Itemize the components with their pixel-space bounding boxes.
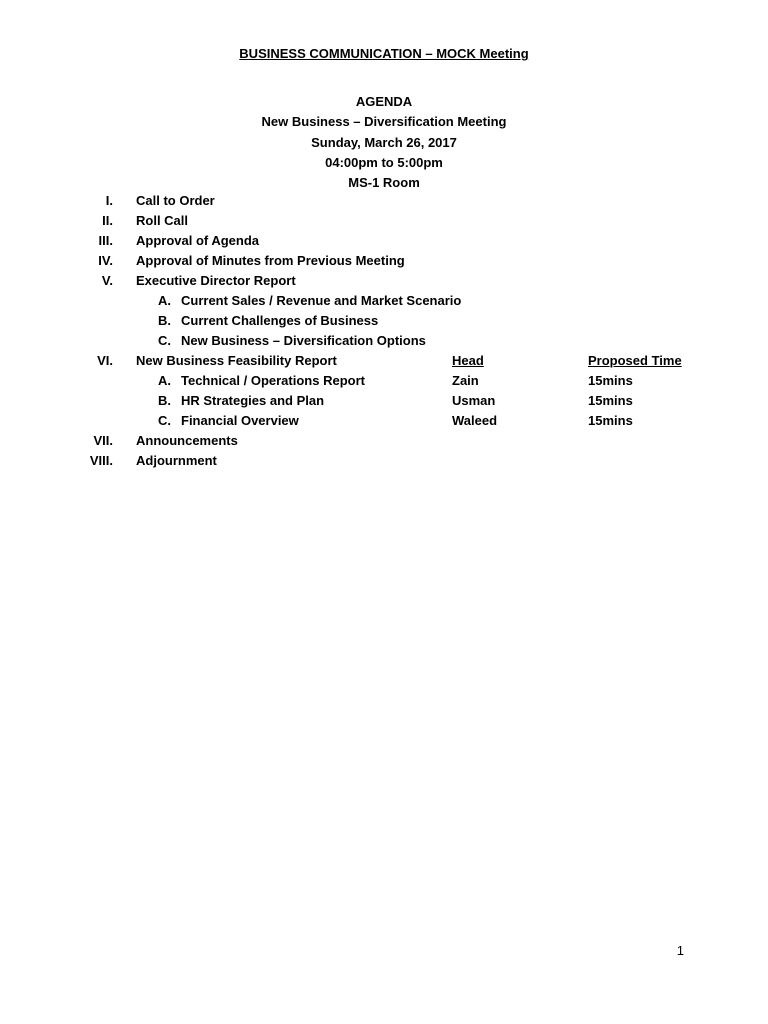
agenda-subitem-label: Current Challenges of Business (181, 313, 379, 328)
meeting-date: Sunday, March 26, 2017 (311, 134, 457, 150)
agenda-item (0, 451, 768, 471)
document-title: BUSINESS COMMUNICATION – MOCK Meeting (239, 46, 529, 61)
agenda-subitem (0, 391, 768, 411)
agenda-subitem-letter: B. (158, 313, 171, 328)
agenda-item-numeral: VII. (93, 433, 113, 448)
agenda-subitem (0, 331, 768, 351)
agenda-subitem-head: Zain (452, 373, 479, 388)
agenda-subitem-label: HR Strategies and Plan (181, 393, 325, 408)
agenda-subitem (0, 371, 768, 391)
agenda-item-label: Executive Director Report (136, 273, 296, 288)
agenda-subitem-time: 15mins (588, 373, 633, 388)
agenda-item-label: New Business Feasibility Report (136, 353, 337, 368)
meeting-time: 04:00pm to 5:00pm (325, 154, 443, 170)
agenda-item-numeral: II. (102, 213, 113, 228)
time-column-header: Proposed Time (588, 353, 682, 368)
agenda-subitem (0, 411, 768, 431)
agenda-subitem-head: Usman (452, 393, 496, 408)
agenda-item-label: Announcements (136, 433, 238, 448)
agenda-subitem-label: Current Sales / Revenue and Market Scenario (181, 293, 462, 308)
agenda-subitem-letter: B. (158, 393, 171, 408)
agenda-item-numeral: V. (101, 273, 113, 288)
agenda-item-numeral: I. (105, 193, 113, 208)
agenda-subitem-letter: A. (158, 373, 171, 388)
agenda-item (0, 431, 768, 451)
agenda-subitem-head: Waleed (452, 413, 498, 428)
agenda-heading: AGENDA (355, 94, 413, 109)
agenda-subitem (0, 311, 768, 331)
agenda-subitem (0, 291, 768, 311)
agenda-subitem-time: 15mins (588, 413, 633, 428)
agenda-item-label: Call to Order (136, 193, 215, 208)
agenda-item-numeral: III. (98, 233, 113, 248)
agenda-item (0, 231, 768, 251)
agenda-subitem-time: 15mins (588, 393, 633, 408)
agenda-item (0, 271, 768, 291)
agenda-item-label: Approval of Agenda (136, 233, 260, 248)
agenda-list (0, 191, 768, 471)
agenda-subitem-letter: A. (158, 293, 171, 308)
agenda-item (0, 351, 768, 371)
meeting-location: MS-1 Room (348, 175, 420, 191)
agenda-item-label: Approval of Minutes from Previous Meeting (136, 253, 405, 268)
head-column-header: Head (452, 353, 484, 368)
agenda-subitem-label: New Business – Diversification Options (181, 333, 426, 348)
agenda-subitem-label: Technical / Operations Report (181, 373, 365, 388)
meeting-name: New Business – Diversification Meeting (261, 114, 507, 130)
agenda-subitem-letter: C. (158, 413, 171, 428)
agenda-item-label: Roll Call (136, 213, 189, 228)
agenda-item (0, 211, 768, 231)
agenda-item-numeral: VIII. (89, 453, 113, 468)
page-number: 1 (676, 943, 684, 958)
agenda-subitem-label: Financial Overview (181, 413, 299, 428)
agenda-item (0, 251, 768, 271)
agenda-item-label: Adjournment (136, 453, 217, 468)
agenda-item (0, 191, 768, 211)
agenda-item-numeral: VI. (97, 353, 113, 368)
agenda-header (0, 92, 768, 193)
agenda-subitem-letter: C. (158, 333, 171, 348)
agenda-item-numeral: IV. (98, 253, 113, 268)
